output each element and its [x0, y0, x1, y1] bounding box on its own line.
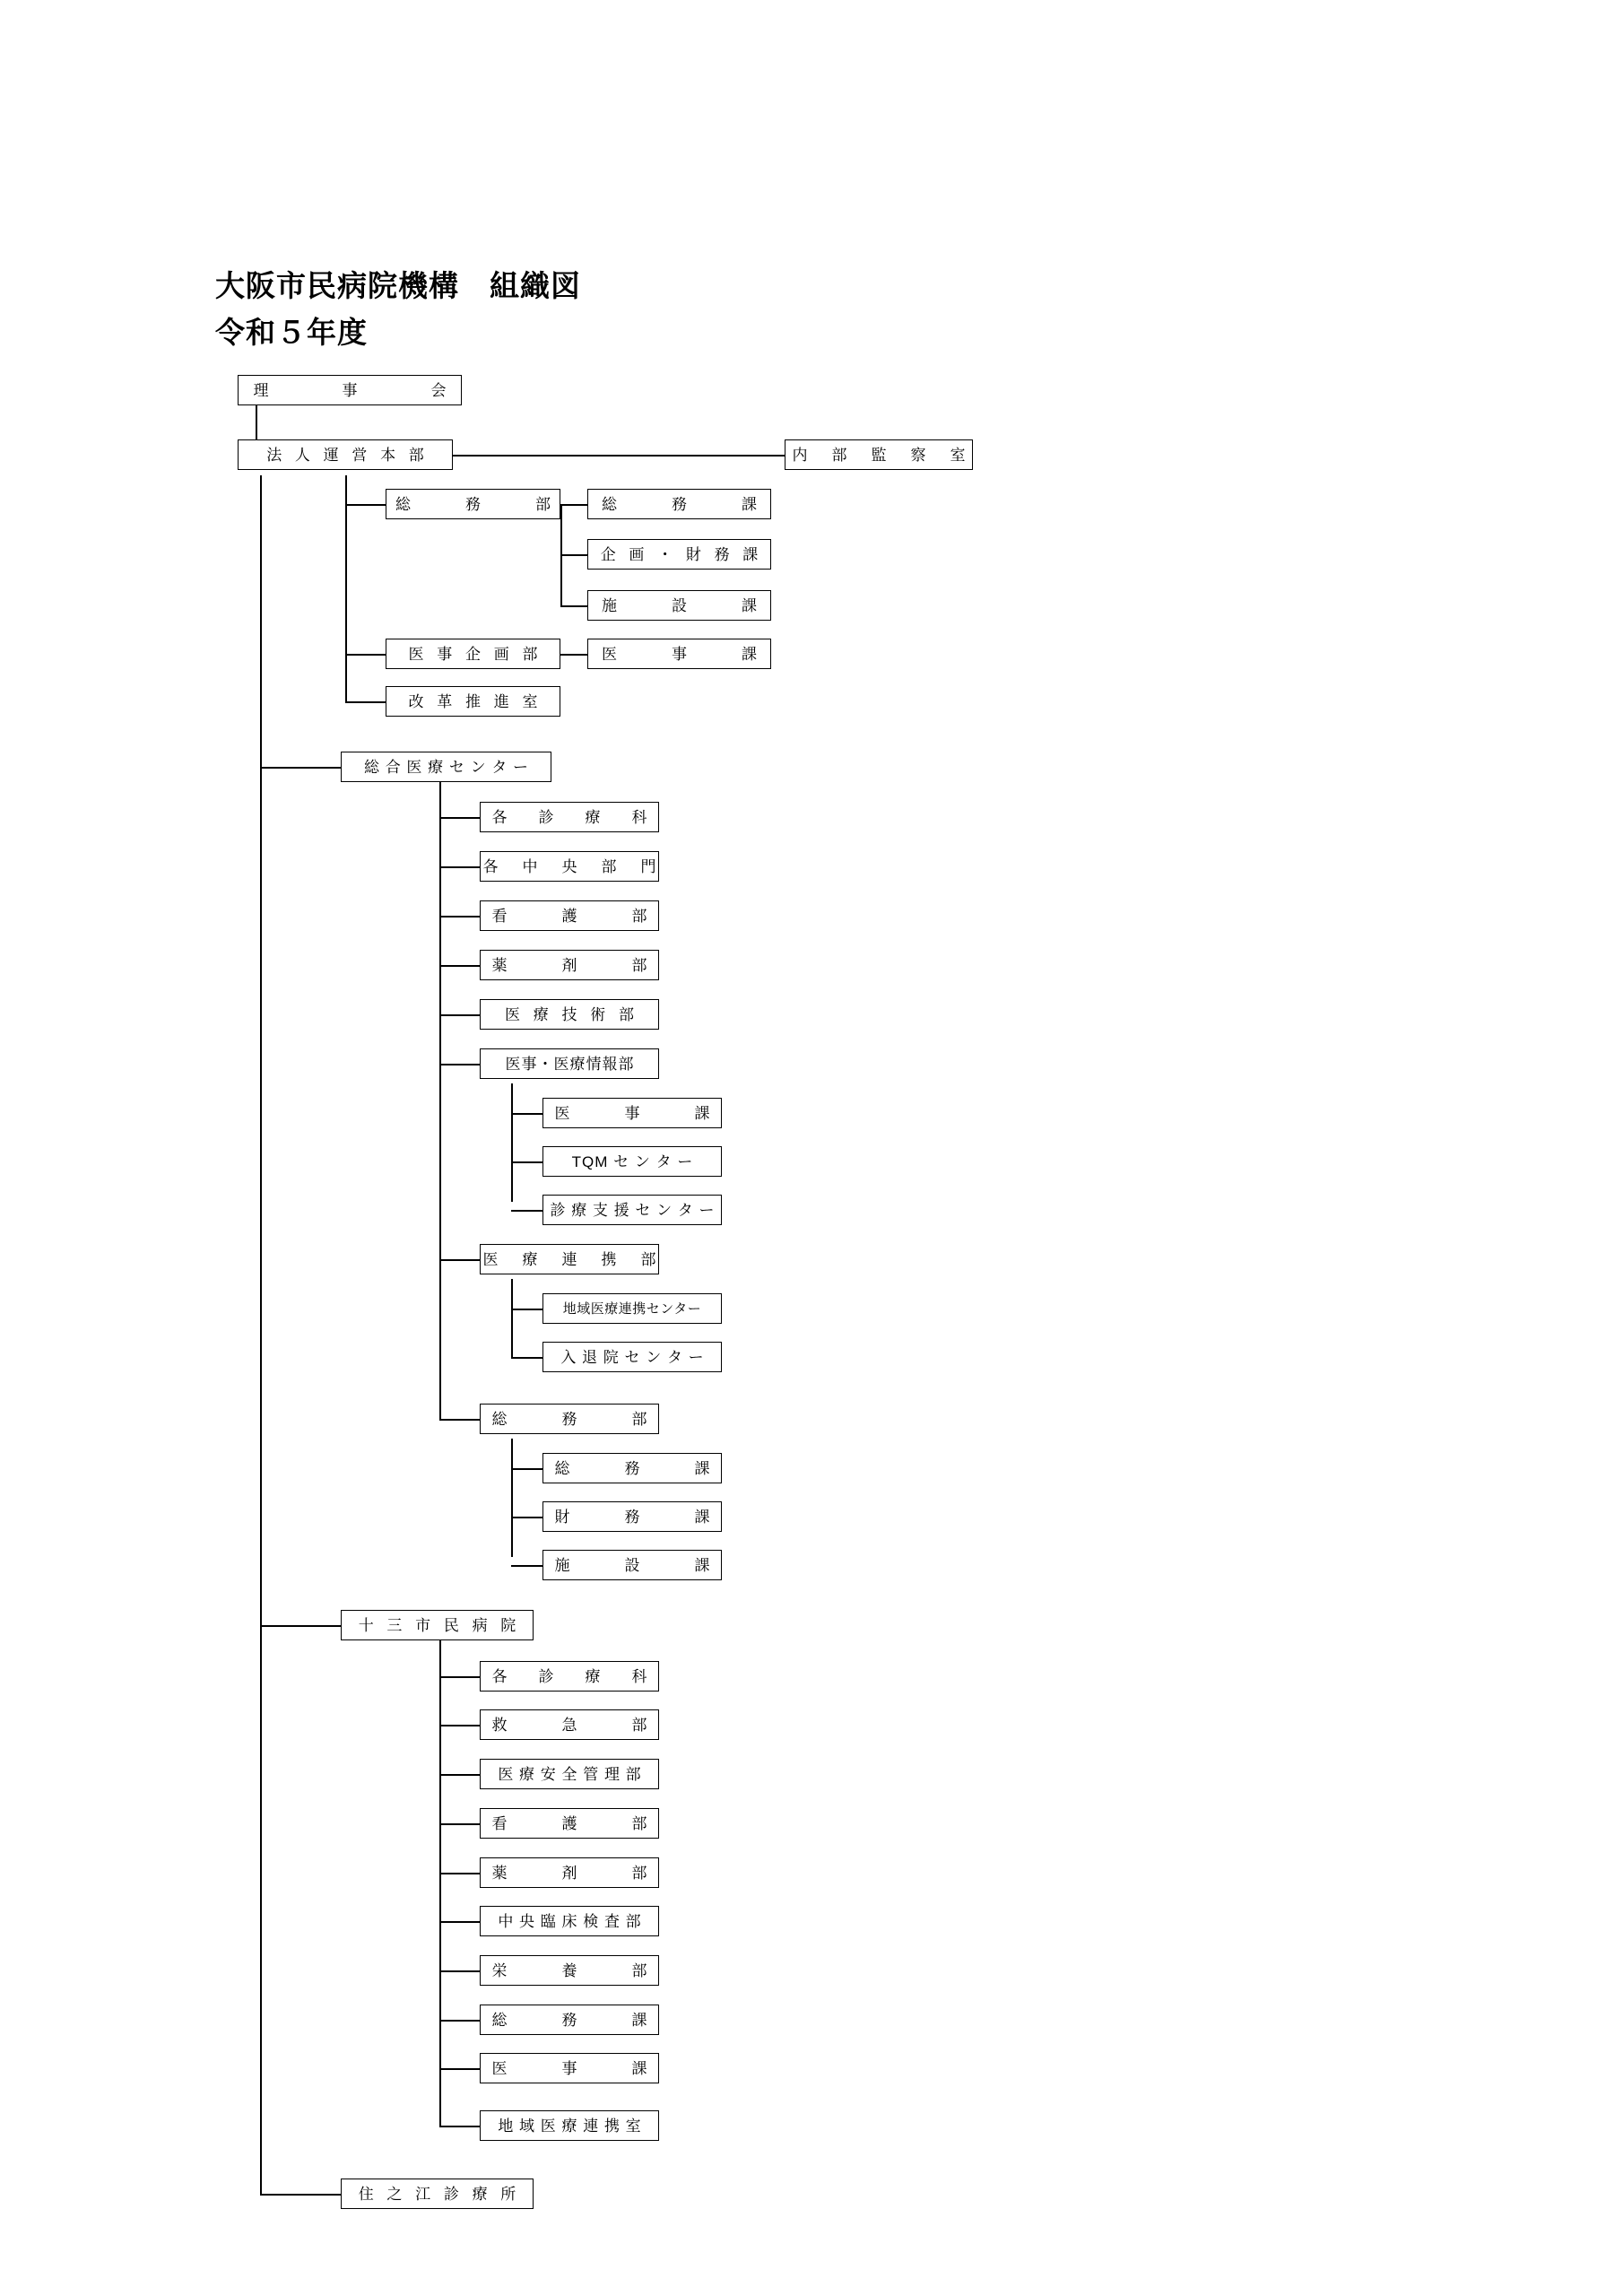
node-gmc-medical-affairs-section[interactable] — [542, 1098, 722, 1128]
node-juso-nursing-dept[interactable] — [480, 1808, 659, 1839]
connector-juso-to-kango — [439, 1823, 480, 1825]
connector-hq-to-audit — [453, 455, 785, 457]
connector-soumubu2-to-shisetsu — [511, 1565, 542, 1567]
node-gmc-clinical-departments-label: 各 診 療 科 — [491, 808, 655, 826]
node-board[interactable] — [238, 375, 462, 405]
node-medical-affairs-section[interactable] — [587, 639, 771, 669]
node-gmc-general-affairs-dept-label: 総 務 部 — [491, 1410, 655, 1428]
node-general-affairs-dept[interactable] — [386, 489, 560, 519]
connector-juso-to-ijika — [439, 2068, 480, 2070]
node-gmc-medical-affairs-info-dept[interactable] — [480, 1048, 659, 1079]
node-gmc-general-affairs-section[interactable] — [542, 1453, 722, 1483]
connector-hq-to-iji-v — [345, 504, 347, 654]
connector-ijijoho-to-ijika — [511, 1113, 542, 1115]
node-gmc-central-divisions[interactable] — [480, 851, 659, 882]
node-gmc-medical-technology-dept-label: 医 療 技 術 部 — [505, 1005, 638, 1023]
node-gmc-pharmacy-dept-label: 薬 剤 部 — [491, 956, 655, 974]
connector-juso-to-anzen — [439, 1774, 480, 1776]
node-juso-emergency-dept-label: 救 急 部 — [491, 1716, 655, 1734]
connector-juso-to-chiikishitsu — [439, 2126, 480, 2127]
connector-juso-to-kakushinryo — [439, 1676, 480, 1678]
node-juso-central-lab-dept-label: 中 央 臨 床 検 査 部 — [498, 1912, 642, 1930]
connector-hq-to-soumubu-v — [345, 475, 347, 504]
node-juso-medical-affairs-section[interactable] — [480, 2053, 659, 2083]
node-gmc-medical-affairs-section-label: 医 事 課 — [554, 1104, 718, 1122]
connector-hq-to-kaikaku-h — [345, 701, 386, 703]
node-hq[interactable] — [238, 439, 453, 470]
node-facilities-section-label: 施 設 課 — [602, 596, 765, 614]
connector-juso-to-kyukyu — [439, 1725, 480, 1726]
node-general-affairs-dept-label: 総 務 部 — [395, 495, 559, 513]
node-internal-audit[interactable] — [785, 439, 973, 470]
node-juso-safety-management-dept[interactable] — [480, 1759, 659, 1789]
node-juso-pharmacy-dept-label: 薬 剤 部 — [491, 1864, 655, 1882]
node-general-affairs-section[interactable] — [587, 489, 771, 519]
connector-hq-to-suminoe — [260, 2194, 341, 2196]
connector-renkei-to-nyutaiin — [511, 1357, 542, 1359]
node-gmc-finance-section[interactable] — [542, 1501, 722, 1532]
node-reform-promotion-office-label: 改 革 推 進 室 — [408, 692, 542, 710]
node-planning-finance-section-label: 企 画 ・ 財 務 課 — [600, 545, 763, 563]
connector-sogo-to-renkei — [439, 1259, 480, 1261]
connector-sogo-spine — [439, 767, 441, 1419]
page-title: 大阪市民病院機構 組織図 — [215, 269, 581, 302]
node-gmc-medical-cooperation-dept[interactable] — [480, 1244, 659, 1274]
node-gmc-general-affairs-dept[interactable] — [480, 1404, 659, 1434]
connector-sogo-to-kakuchuo — [439, 866, 480, 868]
node-gmc-facilities-section[interactable] — [542, 1550, 722, 1580]
connector-hq-to-kaikaku-v — [345, 654, 347, 701]
connector-hq-spine — [260, 475, 262, 2194]
connector-soumubu-to-kikaku — [560, 554, 587, 556]
node-gmc-clinical-support-center[interactable] — [542, 1195, 722, 1225]
node-juso-regional-cooperation-office[interactable] — [480, 2110, 659, 2141]
connector-juso-to-eiyo — [439, 1970, 480, 1972]
node-medical-planning-dept-label: 医 事 企 画 部 — [408, 645, 542, 663]
connector-sogo-to-yakuzai — [439, 965, 480, 967]
connector-juso-to-soumuka — [439, 2020, 480, 2022]
connector-hq-to-iji-h — [345, 654, 386, 656]
connector-juso-spine — [439, 1625, 441, 2126]
node-juso-nutrition-dept-label: 栄 養 部 — [491, 1961, 655, 1979]
connector-ijijoho-spine — [511, 1083, 513, 1202]
connector-soumubu-to-shisetsu — [560, 605, 587, 607]
node-gmc-regional-cooperation-center[interactable] — [542, 1293, 722, 1324]
node-juso-central-lab-dept[interactable] — [480, 1906, 659, 1936]
connector-juso-to-yakuzai — [439, 1873, 480, 1874]
connector-juso-to-kensa — [439, 1921, 480, 1923]
node-gmc-tqm-center-label: TQM セ ン タ ー — [571, 1152, 694, 1170]
connector-ijijoho-to-shinryoshien — [511, 1210, 542, 1212]
connector-soumubu2-to-soumuka — [511, 1468, 542, 1470]
node-hq-label: 法 人 運 営 本 部 — [266, 446, 429, 464]
node-facilities-section[interactable] — [587, 590, 771, 621]
node-general-medical-center-label: 総 合 医 療 セ ン タ ー — [363, 758, 530, 776]
connector-hq-to-soumubu-h — [345, 504, 386, 506]
node-reform-promotion-office[interactable] — [386, 686, 560, 717]
connector-board-to-hq — [256, 404, 257, 439]
node-gmc-finance-section-label: 財 務 課 — [554, 1508, 718, 1526]
node-juso-medical-affairs-section-label: 医 事 課 — [491, 2059, 655, 2077]
node-gmc-medical-cooperation-dept-label: 医 療 連 携 部 — [482, 1250, 661, 1268]
node-juso-general-affairs-section-label: 総 務 課 — [491, 2011, 655, 2029]
connector-sogo-to-ijijoho — [439, 1064, 480, 1065]
node-planning-finance-section[interactable] — [587, 539, 771, 570]
node-gmc-tqm-center[interactable] — [542, 1146, 722, 1177]
node-juso-emergency-dept[interactable] — [480, 1709, 659, 1740]
node-gmc-general-affairs-section-label: 総 務 課 — [554, 1459, 718, 1477]
connector-soumubu-to-soumuka — [560, 504, 587, 506]
node-juso-hospital-label: 十 三 市 民 病 院 — [358, 1616, 521, 1634]
node-gmc-admission-discharge-center[interactable] — [542, 1342, 722, 1372]
connector-hq-to-juso — [260, 1625, 341, 1627]
node-juso-hospital[interactable] — [341, 1610, 534, 1640]
node-juso-regional-cooperation-office-label: 地 域 医 療 連 携 室 — [498, 2117, 642, 2135]
node-general-affairs-section-label: 総 務 課 — [602, 495, 765, 513]
connector-sogo-to-soumubu2 — [439, 1419, 480, 1421]
connector-sogo-to-kango — [439, 916, 480, 918]
connector-ijijoho-to-tqm — [511, 1161, 542, 1163]
connector-renkei-to-chiiki — [511, 1309, 542, 1310]
connector-soumubu2-spine — [511, 1439, 513, 1557]
node-gmc-clinical-support-center-label: 診 療 支 援 セ ン タ ー — [550, 1201, 716, 1219]
node-medical-affairs-section-label: 医 事 課 — [602, 645, 765, 663]
node-juso-clinical-departments[interactable] — [480, 1661, 659, 1692]
node-gmc-medical-technology-dept[interactable] — [480, 999, 659, 1030]
node-gmc-clinical-departments[interactable] — [480, 802, 659, 832]
node-gmc-pharmacy-dept[interactable] — [480, 950, 659, 980]
node-gmc-regional-cooperation-center-label: 地域医療連携センター — [562, 1300, 702, 1317]
node-juso-general-affairs-section[interactable] — [480, 2005, 659, 2035]
page-subtitle: 令和５年度 — [215, 315, 368, 349]
node-internal-audit-label: 内 部 監 察 室 — [792, 446, 970, 464]
node-gmc-admission-discharge-center-label: 入 退 院 セ ン タ ー — [560, 1348, 705, 1366]
node-juso-nursing-dept-label: 看 護 部 — [491, 1814, 655, 1832]
node-gmc-medical-affairs-info-dept-label: 医事・医療情報部 — [505, 1055, 635, 1073]
connector-renkei-spine — [511, 1279, 513, 1359]
node-juso-clinical-departments-label: 各 診 療 科 — [491, 1667, 655, 1685]
node-general-medical-center[interactable] — [341, 752, 551, 782]
node-juso-nutrition-dept[interactable] — [480, 1955, 659, 1986]
chart-title-block — [215, 265, 581, 354]
connector-hq-to-sogo — [260, 767, 341, 769]
connector-iji-to-ijika — [560, 654, 587, 656]
connector-sogo-to-iryogijutsu — [439, 1014, 480, 1016]
node-juso-pharmacy-dept[interactable] — [480, 1857, 659, 1888]
node-board-label: 理 事 会 — [253, 381, 461, 399]
node-medical-planning-dept[interactable] — [386, 639, 560, 669]
node-juso-safety-management-dept-label: 医 療 安 全 管 理 部 — [498, 1765, 642, 1783]
node-gmc-facilities-section-label: 施 設 課 — [554, 1556, 718, 1574]
node-gmc-nursing-dept-label: 看 護 部 — [491, 907, 655, 925]
node-suminoe-clinic[interactable] — [341, 2179, 534, 2209]
node-gmc-nursing-dept[interactable] — [480, 900, 659, 931]
connector-sogo-to-kakushinryo — [439, 817, 480, 819]
connector-soumubu2-to-zaimu — [511, 1517, 542, 1518]
node-suminoe-clinic-label: 住 之 江 診 療 所 — [358, 2185, 521, 2203]
node-gmc-central-divisions-label: 各 中 央 部 門 — [482, 857, 661, 875]
